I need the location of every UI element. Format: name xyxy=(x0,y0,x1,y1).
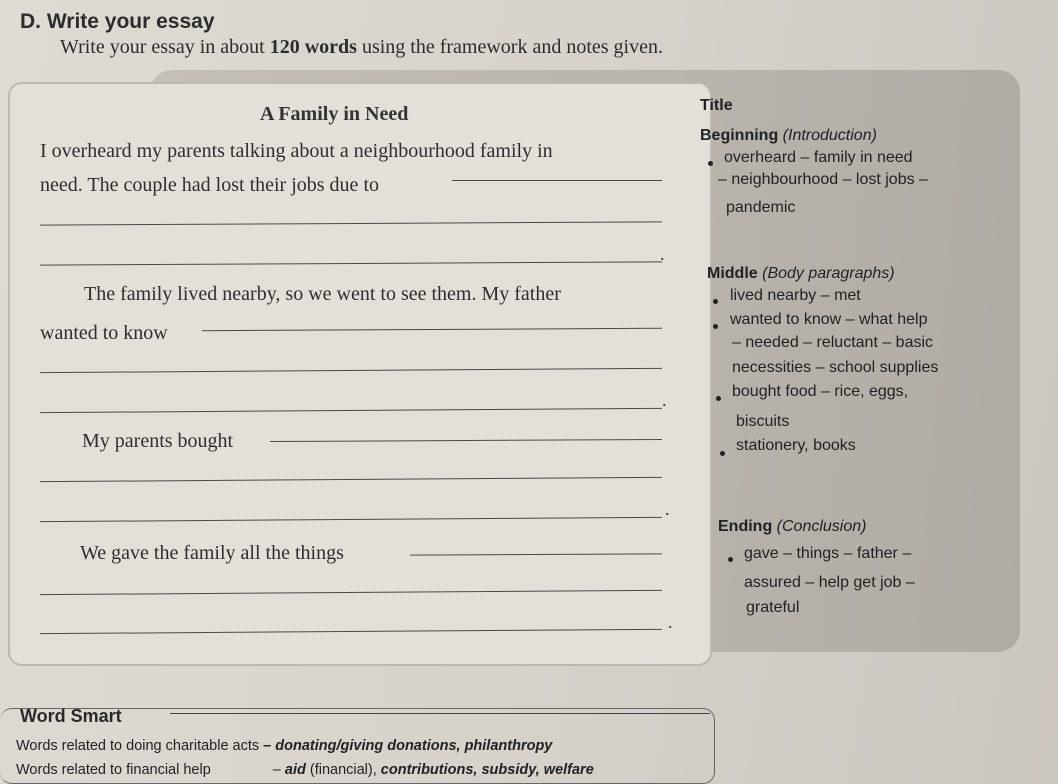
section-heading: D. Write your essay xyxy=(20,10,215,33)
word-smart-title: Word Smart xyxy=(20,706,122,726)
notes-title-label: Title xyxy=(700,97,733,114)
notes-item: grateful xyxy=(746,599,800,616)
notes-beginning-heading xyxy=(700,127,877,145)
notes-ending-heading xyxy=(718,518,866,536)
notes-item: lived nearby – met xyxy=(730,287,861,304)
word-smart-row2-label: Words related to financial help xyxy=(16,762,211,778)
essay-p3-line1: My parents bought xyxy=(82,430,234,452)
essay-framework-box xyxy=(8,82,712,666)
ending-label: Ending xyxy=(718,518,773,535)
bullet-icon xyxy=(720,451,725,456)
beginning-sub: (Introduction) xyxy=(778,127,877,144)
period: . xyxy=(668,612,673,632)
word-smart-row1 xyxy=(16,738,552,754)
word-smart-row1-words: – donating/giving donations, philanthropy xyxy=(259,738,553,754)
period: . xyxy=(660,244,665,264)
instruction-text xyxy=(60,36,663,59)
essay-p4-line1: We gave the family all the things xyxy=(80,542,344,564)
bullet-icon xyxy=(716,396,721,401)
notes-item: pandemic xyxy=(726,199,796,216)
period: . xyxy=(662,390,667,410)
beginning-label: Beginning xyxy=(700,127,779,144)
word-financial: (financial), xyxy=(305,762,381,778)
notes-item: – neighbourhood – lost jobs – xyxy=(718,171,928,188)
blank-line[interactable] xyxy=(452,180,662,181)
essay-p1-line2: need. The couple had lost their jobs due to xyxy=(40,174,379,196)
ending-sub: (Conclusion) xyxy=(772,518,867,535)
essay-p2-line1: The family lived nearby, so we went to see them. My father xyxy=(84,283,561,305)
notes-item: necessities – school supplies xyxy=(732,359,939,376)
bullet-icon xyxy=(708,161,713,166)
notes-item: bought food – rice, eggs, xyxy=(732,383,909,400)
divider xyxy=(170,713,710,714)
word-smart-row1-label: Words related to doing charitable acts xyxy=(16,738,260,754)
notes-item: – needed – reluctant – basic xyxy=(732,334,934,351)
middle-sub: (Body paragraphs) xyxy=(757,265,895,282)
bullet-icon xyxy=(713,299,718,304)
bullet-icon xyxy=(728,557,733,562)
notes-item: overheard – family in need xyxy=(724,149,913,166)
notes-item: stationery, books xyxy=(736,437,856,454)
essay-p1-line1: I overheard my parents talking about a neighbourhood family in xyxy=(40,140,553,162)
notes-middle-heading xyxy=(707,265,895,283)
word-count: 120 words xyxy=(269,36,357,58)
notes-item: biscuits xyxy=(736,413,790,430)
notes-item: gave – things – father – xyxy=(744,545,912,562)
period: . xyxy=(665,499,670,519)
instruction-pre: Write your essay in about xyxy=(60,36,270,58)
bullet-icon xyxy=(713,324,718,329)
notes-item: wanted to know – what help xyxy=(730,311,928,328)
middle-label: Middle xyxy=(707,265,758,282)
instruction-post: using the framework and notes given. xyxy=(356,36,663,58)
word-aid: aid xyxy=(284,762,306,778)
essay-p2-line2: wanted to know xyxy=(40,322,168,344)
word-smart-row2-words: contributions, subsidy, welfare xyxy=(380,762,594,778)
dash: – xyxy=(272,762,285,778)
notes-item: assured – help get job – xyxy=(744,574,915,591)
word-smart-row2 xyxy=(16,762,594,778)
essay-title: A Family in Need xyxy=(260,103,409,125)
